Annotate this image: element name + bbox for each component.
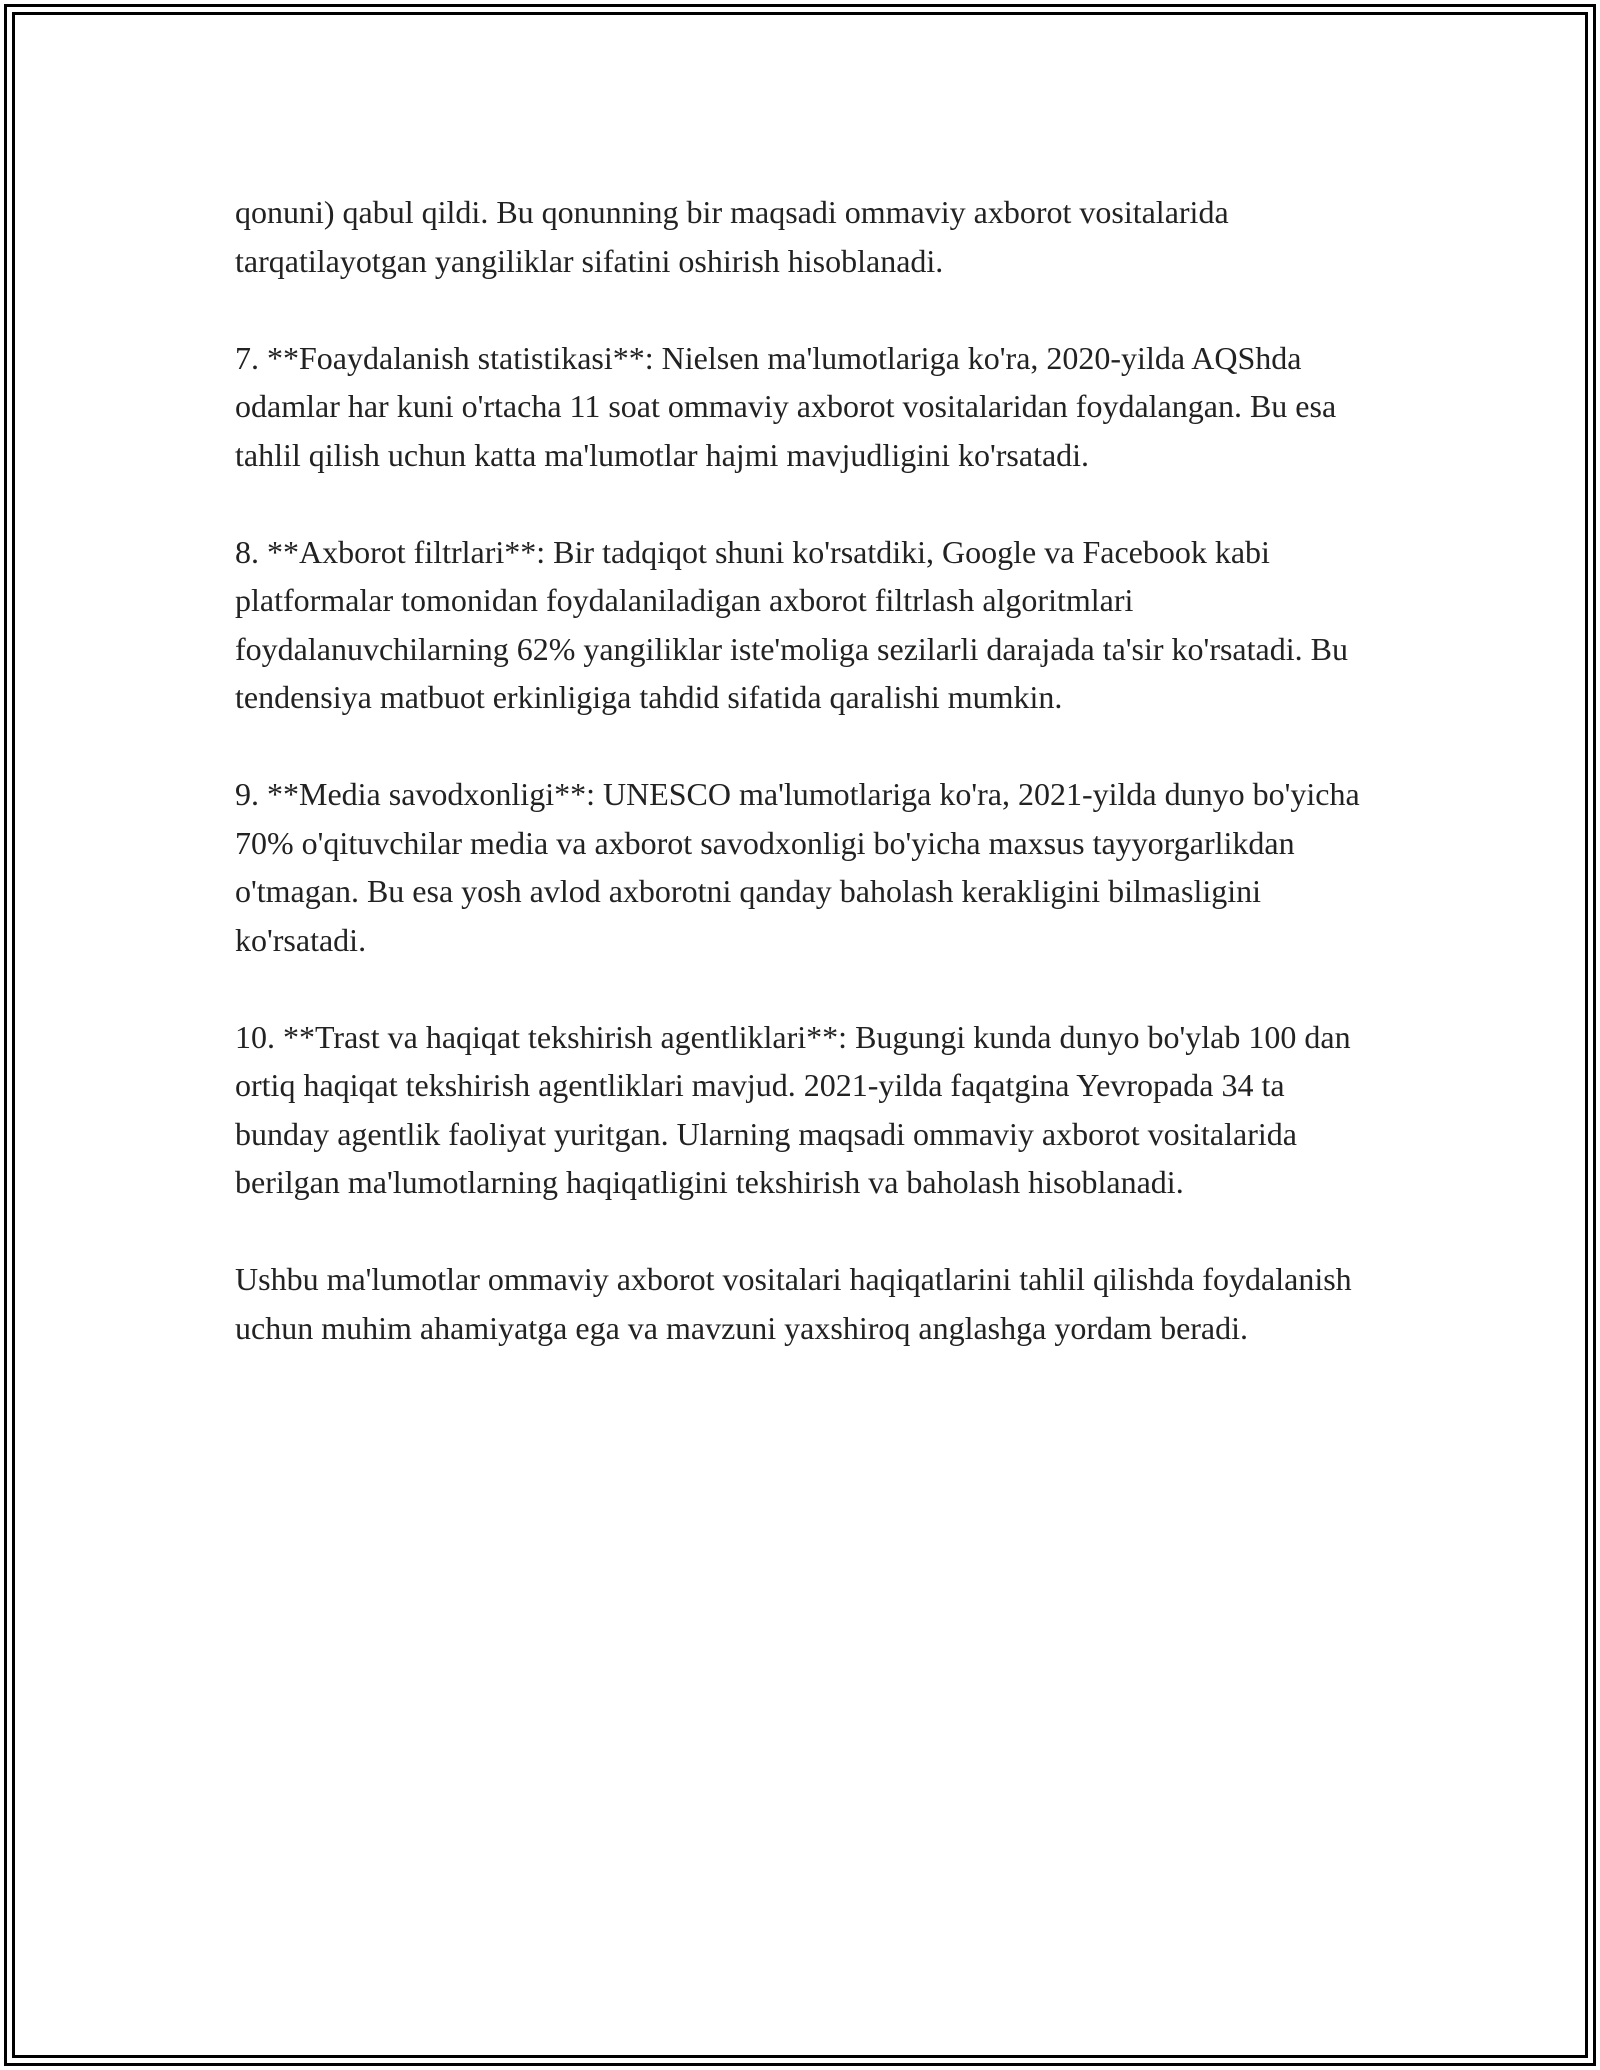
paragraph-item-7: 7. **Foaydalanish statistikasi**: Nielsen ma'lumotlariga ko'ra, 2020-yilda AQShda odamlar har kuni o'rtacha 11 soat ommaviy axborot vositalaridan foydalangan. Bu esa tahlil qilish uchun katta ma'lumotlar hajmi mavjudligini ko'rsatadi. [235, 339, 1337, 473]
paragraph-item-8: 8. **Axborot filtrlari**: Bir tadqiqot shuni ko'rsatdiki, Google va Facebook kabi platformalar tomonidan foydalaniladigan axborot filtrlash algoritmlari foydalanuvchilarning 62% yangiliklar iste'moliga sezilarli darajada ta'sir ko'rsatadi. Bu tendensiya matbuot erkinligiga tahdid sifatida qaralishi mumkin. [235, 533, 1348, 715]
paragraph-conclusion: Ushbu ma'lumotlar ommaviy axborot vositalari haqiqatlarini tahlil qilishda foydalanish uchun muhim ahamiyatga ega va mavzuni yaxshiroq anglashga yordam beradi. [235, 1261, 1352, 1346]
paragraph-intro-continuation: qonuni) qabul qildi. Bu qonunning bir maqsadi ommaviy axborot vositalarida tarqatilayotgan yangiliklar sifatini oshirish hisoblanadi. [235, 194, 1229, 279]
paragraph-item-9: 9. **Media savodxonligi**: UNESCO ma'lumotlariga ko'ra, 2021-yilda dunyo bo'yicha 70% o'qituvchilar media va axborot savodxonligi bo'yicha maxsus tayyorgarlikdan o'tmagan. Bu esa yosh avlod axborotni qanday baholash kerakligini bilmasligini ko'rsatadi. [235, 776, 1360, 958]
paragraph-item-10: 10. **Trast va haqiqat tekshirish agentliklari**: Bugungi kunda dunyo bo'ylab 100 dan ortiq haqiqat tekshirish agentliklari mavjud. 2021-yilda faqatgina Yevropada 34 ta bunday agentlik faoliyat yuritgan. Ularning maqsadi ommaviy axborot vositalarida berilgan ma'lumotlarning haqiqatligini tekshirish va baholash hisoblanadi. [235, 1018, 1351, 1200]
document-body [235, 188, 1380, 1352]
